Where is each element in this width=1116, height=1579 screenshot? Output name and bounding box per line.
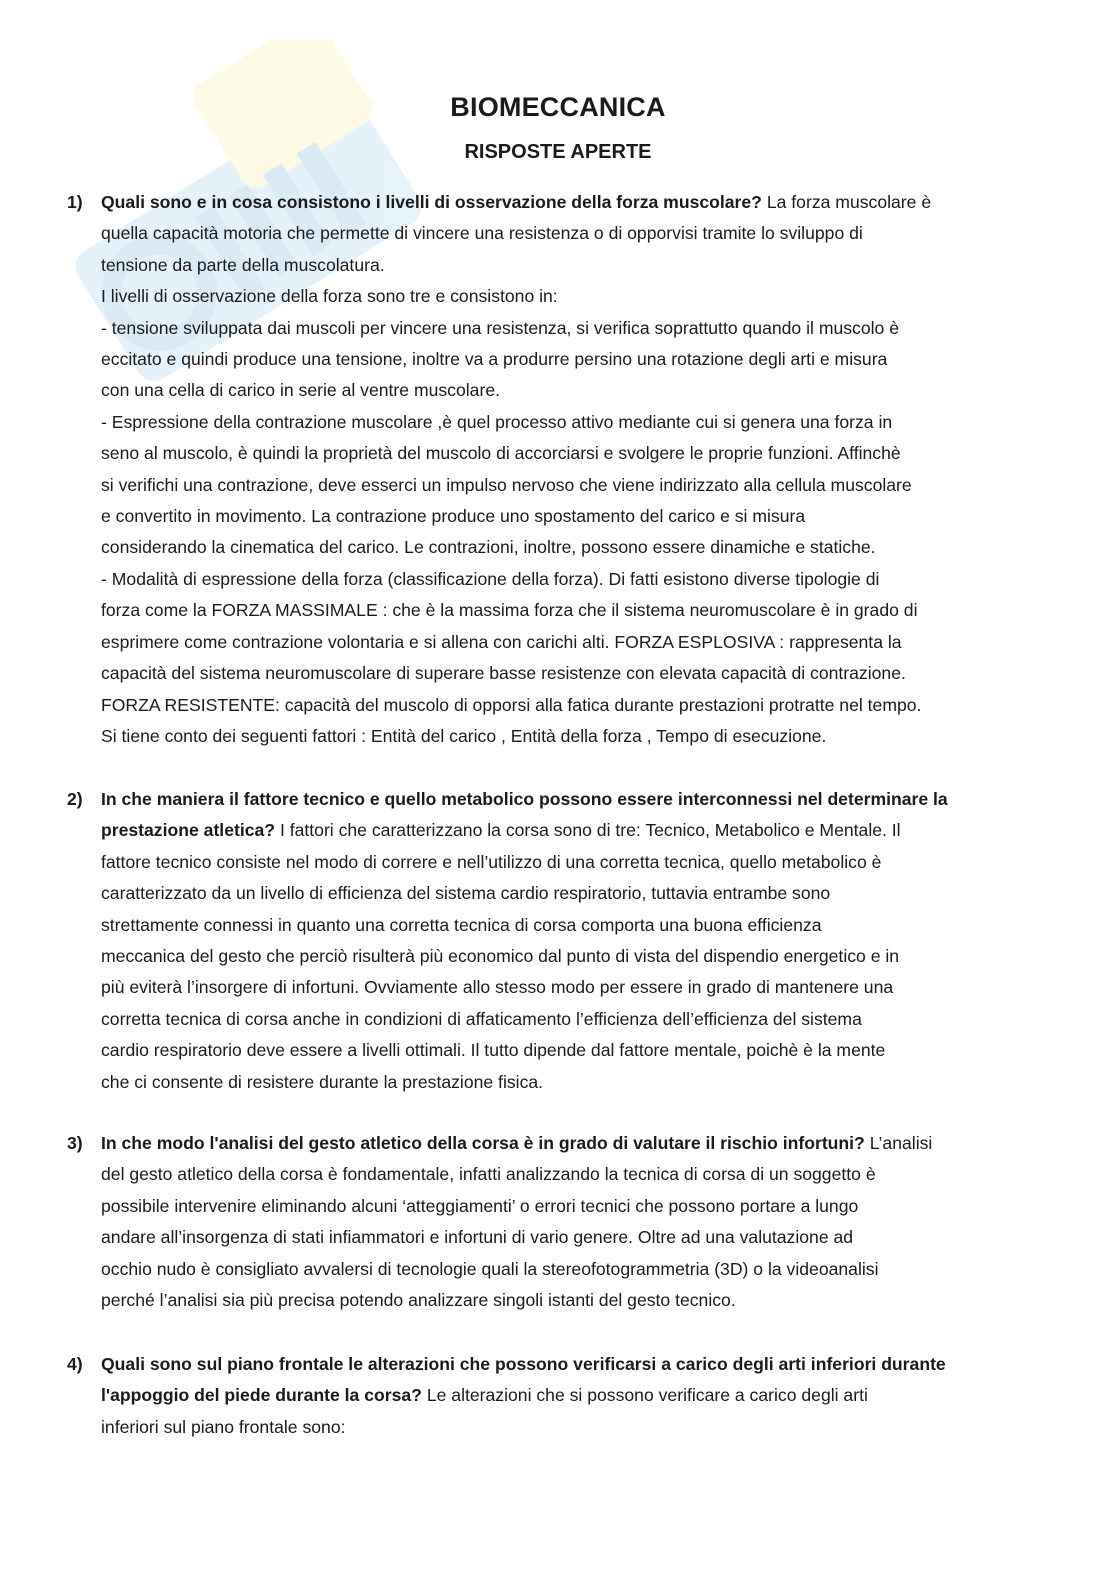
answer-line: del gesto atletico della corsa è fondamentale, infatti analizzando la tecnica di corsa di un soggetto è: [101, 1164, 876, 1185]
question-number: 1): [67, 192, 83, 212]
question-block-1: [67, 187, 1047, 752]
question-number: 4): [67, 1354, 83, 1374]
answer-line: con una cella di carico in serie al ventre muscolare.: [101, 380, 500, 401]
question-text: In che maniera il fattore tecnico e quello metabolico possono essere interconnessi nel determinare la: [101, 789, 948, 809]
answer-line: FORZA RESISTENTE: capacità del muscolo di opporsi alla fatica durante prestazioni protratte nel tempo.: [101, 694, 922, 715]
answer-line: e convertito in movimento. La contrazione produce uno spostamento del carico e si misura: [101, 506, 806, 527]
question-text: Quali sono e in cosa consistono i livelli di osservazione della forza muscolare?: [101, 192, 762, 212]
answer-line: strettamente connessi in quanto una corretta tecnica di corsa comporta una buona efficienza: [101, 914, 822, 935]
answer-text: Le alterazioni che si possono verificare a carico degli arti: [426, 1385, 868, 1406]
answer-line: eccitato e quindi produce una tensione, inoltre va a produrre persino una rotazione degli arti e misura: [101, 349, 888, 370]
answer-line: I livelli di osservazione della forza sono tre e consistono in:: [101, 286, 558, 307]
answer-line: - tensione sviluppata dai muscoli per vincere una resistenza, si verifica soprattutto quando il muscolo è: [101, 317, 899, 338]
answer-line: andare all’insorgenza di stati infiammatori e infortuni di vario genere. Oltre ad una valutazione ad: [101, 1227, 854, 1248]
answer-line: meccanica del gesto che perciò risulterà più economico dal punto di vista del dispendio energetico e in: [101, 946, 900, 967]
question-block-4: [67, 1349, 1047, 1443]
document-subtitle: RISPOSTE APERTE: [464, 141, 652, 163]
answer-line: che ci consente di resistere durante la prestazione fisica.: [101, 1071, 544, 1092]
question-text: Quali sono sul piano frontale le alterazioni che possono verificarsi a carico degli arti inferiori durante: [101, 1354, 946, 1374]
answer-line: inferiori sul piano frontale sono:: [101, 1416, 346, 1437]
answer-text: La forza muscolare è: [766, 192, 932, 212]
question-text: In che modo l'analisi del gesto atletico della corsa è in grado di valutare il rischio infortuni?: [101, 1133, 865, 1153]
answer-line: corretta tecnica di corsa anche in condizioni di affaticamento l’efficienza dell’efficienza del sistema: [101, 1008, 862, 1029]
question-text: l'appoggio del piede durante la corsa?: [101, 1385, 422, 1406]
answer-text: I fattori che caratterizzano la corsa sono di tre: Tecnico, Metabolico e Mentale. Il: [279, 820, 901, 841]
answer-line: possibile intervenire eliminando alcuni ‘atteggiamenti’ o errori tecnici che possono portare a lungo: [101, 1195, 859, 1216]
question-block-3: [67, 1128, 1047, 1316]
question-number: 3): [67, 1133, 83, 1153]
answer-line: considerando la cinematica del carico. Le contrazioni, inoltre, possono essere dinamiche e statiche.: [101, 537, 876, 558]
answer-line: - Modalità di espressione della forza (classificazione della forza). Di fatti esistono diverse tipologie di: [101, 568, 880, 589]
answer-line: caratterizzato da un livello di efficienza del sistema cardio respiratorio, tuttavia entrambe sono: [101, 883, 831, 904]
answer-line: seno al muscolo, è quindi la proprietà del muscolo di accorciarsi e svolgere le proprie funzioni. Affinchè: [101, 443, 901, 464]
answer-line: più eviterà l’insorgere di infortuni. Ovviamente allo stesso modo per essere in grado di mantenere una: [101, 977, 894, 998]
answer-line: cardio respiratorio deve essere a livelli ottimali. Il tutto dipende dal fattore mentale, poichè è la mente: [101, 1040, 886, 1061]
answer-line: si verifichi una contrazione, deve esserci un impulso nervoso che viene indirizzato alla cellula muscolare: [101, 474, 912, 495]
answer-line: tensione da parte della muscolatura.: [101, 254, 385, 275]
answer-line: fattore tecnico consiste nel modo di correre e nell’utilizzo di una corretta tecnica, quello metabolico è: [101, 851, 882, 872]
answer-line: Si tiene conto dei seguenti fattori : Entità del carico , Entità della forza , Tempo di esecuzione.: [101, 725, 827, 746]
document-title: BIOMECCANICA: [450, 92, 666, 122]
answer-line: occhio nudo è consigliato avvalersi di tecnologie quali la stereofotogrammetria (3D) o la videoanalisi: [101, 1258, 879, 1279]
answer-text: L’analisi: [869, 1133, 933, 1153]
answer-line: perché l’analisi sia più precisa potendo analizzare singoli istanti del gesto tecnico.: [101, 1290, 736, 1311]
question-text: prestazione atletica?: [101, 820, 276, 841]
question-number: 2): [67, 789, 83, 809]
answer-line: - Espressione della contrazione muscolare ,è quel processo attivo mediante cui si genera una forza in: [101, 411, 893, 432]
answer-line: forza come la FORZA MASSIMALE : che è la massima forza che il sistema neuromuscolare è in grado di: [101, 600, 918, 621]
answer-line: capacità del sistema neuromuscolare di superare basse resistenze con elevata capacità di contrazione.: [101, 663, 906, 684]
question-block-2: [67, 784, 1047, 1098]
answer-line: quella capacità motoria che permette di vincere una resistenza o di opporvisi tramite lo sviluppo di: [101, 223, 863, 244]
answer-line: esprimere come contrazione volontaria e si allena con carichi alti. FORZA ESPLOSIVA : rappresenta la: [101, 631, 902, 652]
